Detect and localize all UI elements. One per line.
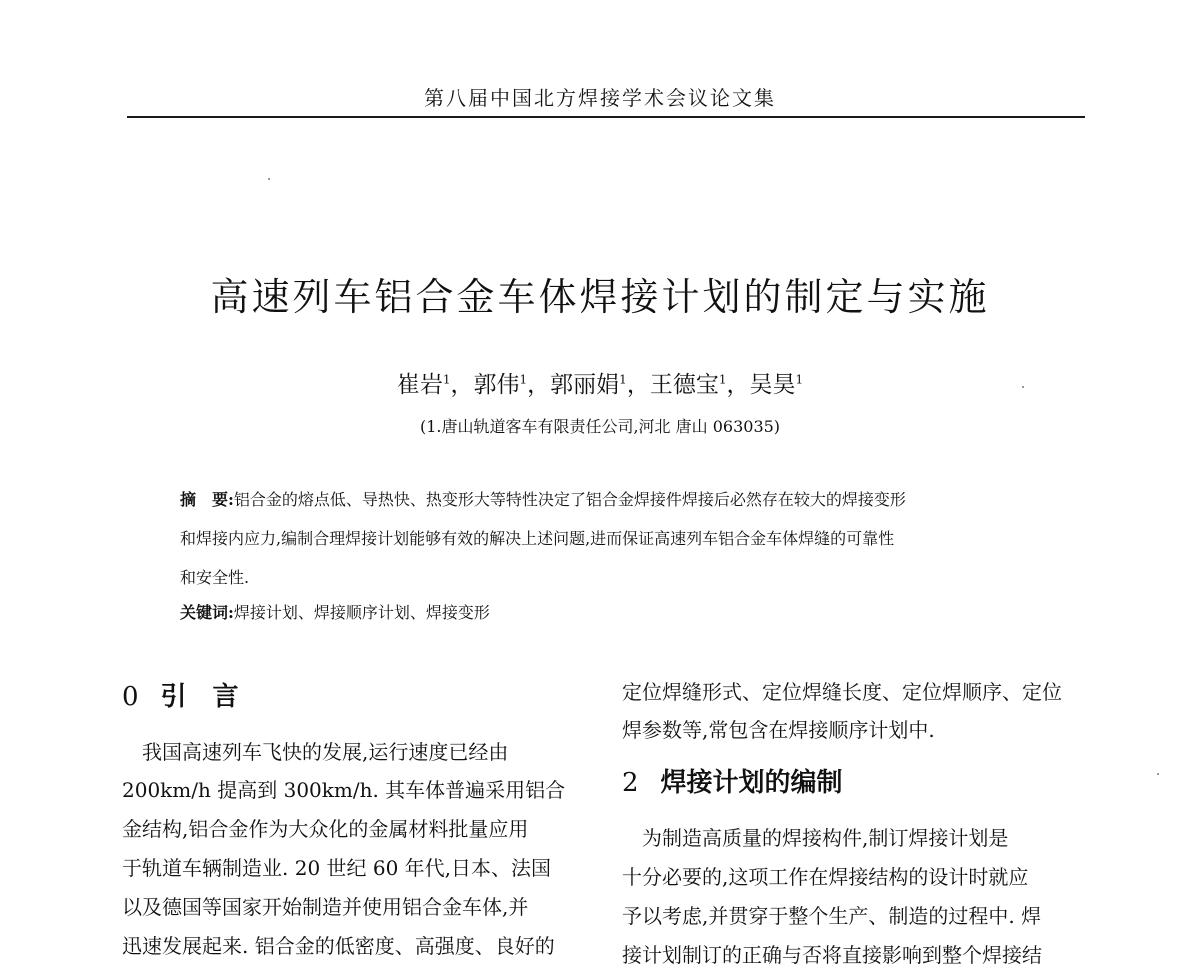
author-separator: ， xyxy=(626,372,650,398)
section-heading-welding-plan xyxy=(622,762,843,799)
body-line: 焊参数等,常包含在焊接顺序计划中. xyxy=(622,718,935,742)
running-head: 第八届中国北方焊接学术会议论文集 xyxy=(424,86,776,110)
header-rule xyxy=(127,116,1085,118)
author-name: 吴昊 xyxy=(749,372,796,398)
scan-speck xyxy=(1157,773,1159,775)
body-line: 金结构,铝合金作为大众化的金属材料批量应用 xyxy=(122,817,529,841)
keywords-line xyxy=(180,600,1060,623)
paper-title: 高速列车铝合金车体焊接计划的制定与实施 xyxy=(210,275,990,319)
author-list xyxy=(0,366,1200,399)
author-name: 郭丽娟 xyxy=(550,372,620,398)
body-line: 我国高速列车飞快的发展,运行速度已经由 xyxy=(122,740,509,764)
body-line: 定位焊缝形式、定位焊缝长度、定位焊顺序、定位 xyxy=(622,680,1062,704)
body-line: 以及德国等国家开始制造并使用铝合金车体,并 xyxy=(122,895,529,919)
author-name: 郭伟 xyxy=(473,372,520,398)
abstract-text: 铝合金的熔点低、导热快、热变形大等特性决定了铝合金焊接件焊接后必然存在较大的焊接变形 xyxy=(233,490,906,509)
section-number: 0 xyxy=(122,682,139,712)
body-line: 十分必要的,这项工作在焊接结构的设计时就应 xyxy=(622,865,1029,889)
keywords-label: 关键词: xyxy=(180,603,234,622)
abstract-line: 和焊接内应力,编制合理焊接计划能够有效的解决上述问题,进而保证高速列车铝合金车体焊缝的可靠性 xyxy=(180,529,895,548)
scan-speck xyxy=(268,178,270,180)
author-separator: ， xyxy=(726,372,750,398)
abstract-line: 和安全性. xyxy=(180,568,250,587)
body-line: 接计划制订的正确与否将直接影响到整个焊接结 xyxy=(622,943,1042,967)
body-line: 为制造高质量的焊接构件,制订焊接计划是 xyxy=(622,826,1009,850)
body-line: 200km/h 提高到 300km/h. 其车体普遍采用铝合 xyxy=(122,778,566,802)
author-affiliation-mark: 1 xyxy=(442,372,451,387)
author-affiliation-mark: 1 xyxy=(519,372,528,387)
abstract-label: 摘 要: xyxy=(180,490,234,509)
section-number: 2 xyxy=(622,768,639,798)
author-affiliation-mark: 1 xyxy=(718,372,727,387)
body-line: 予以考虑,并贯穿于整个生产、制造的过程中. 焊 xyxy=(622,904,1042,928)
keywords-text: 焊接计划、焊接顺序计划、焊接变形 xyxy=(233,603,490,622)
section-title: 引 言 xyxy=(160,682,239,712)
author-separator: ， xyxy=(527,372,551,398)
author-name: 王德宝 xyxy=(649,372,719,398)
scan-speck xyxy=(1022,386,1024,388)
author-name: 崔岩 xyxy=(396,372,443,398)
author-affiliation-mark: 1 xyxy=(619,372,627,387)
body-line: 于轨道车辆制造业. 20 世纪 60 年代,日本、法国 xyxy=(122,856,552,880)
author-separator: ， xyxy=(450,372,474,398)
affiliation: (1.唐山轨道客车有限责任公司,河北 唐山 063035) xyxy=(419,417,781,436)
section-heading-intro xyxy=(122,676,239,713)
author-affiliation-mark: 1 xyxy=(795,372,804,387)
body-line: 迅速发展起来. 铝合金的低密度、高强度、良好的 xyxy=(122,934,555,958)
abstract-line xyxy=(180,487,1060,510)
section-title: 焊接计划的编制 xyxy=(660,768,843,798)
